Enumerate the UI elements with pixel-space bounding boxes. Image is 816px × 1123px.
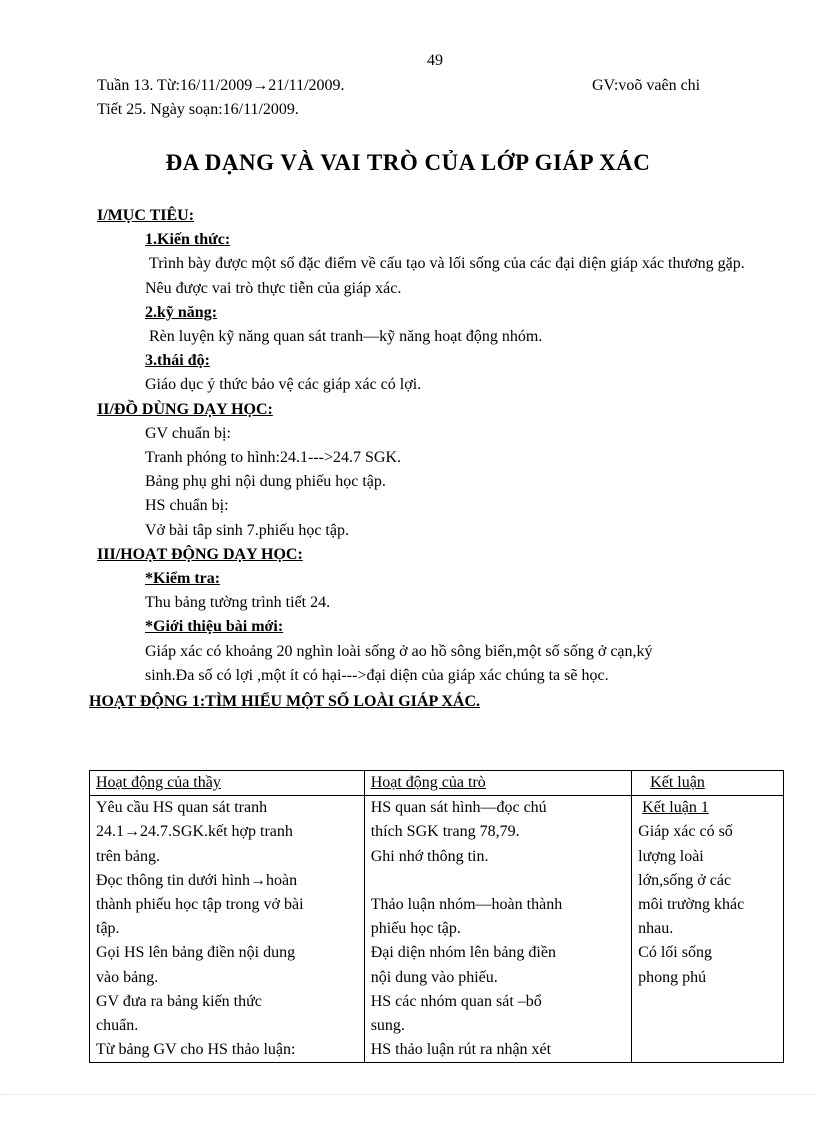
table-row: [90, 796, 784, 1063]
teacher-line: 24.1→24.7.SGK.kết hợp tranh: [96, 823, 293, 841]
teacher-line: Đọc thông tin dưới hình→hoàn: [96, 871, 298, 889]
teacher-line: vào bảng.: [96, 968, 159, 986]
teacher-line: chuẩn.: [96, 1017, 139, 1035]
student-line: Thảo luận nhóm—hoàn thành: [370, 896, 563, 914]
knowledge-heading: 1.Kiến thức:: [145, 231, 231, 249]
objectives-heading: I/MỤC TIÊU:: [97, 207, 195, 224]
check-item-1: Thu bảng tường trình tiết 24.: [145, 594, 331, 612]
activity-table: [89, 770, 784, 1063]
attitude-item-1: Giáo dục ý thức bảo vệ các giáp xác có lợi.: [145, 376, 422, 394]
student-line: HS thảo luận rút ra nhận xét: [370, 1041, 552, 1059]
knowledge-item-2: Nêu được vai trò thực tiễn của giáp xác.: [145, 279, 402, 297]
gv-item-1: Tranh phóng to hình:24.1--->24.7 SGK.: [145, 449, 401, 467]
page-title: ĐA DẠNG VÀ VAI TRÒ CỦA LỚP GIÁP XÁC: [165, 150, 651, 175]
teacher-line: tập.: [96, 920, 120, 938]
header-teacher-activity: Hoạt động của thầy: [90, 771, 365, 796]
header-conclusion: Kết luận: [632, 771, 784, 796]
student-line: phiếu học tập.: [370, 920, 461, 938]
header-teacher: GV:voõ vaên chi: [592, 77, 701, 94]
teacher-line: Gọi HS lên bảng điền nội dung: [96, 944, 296, 962]
header-lesson: Tiết 25. Ngày soạn:16/11/2009.: [97, 101, 299, 118]
conclusion-line: lớn,sống ở các: [638, 871, 732, 889]
conclusion-line: Có lối sống: [638, 944, 712, 962]
intro-text: Giáp xác có khoảng 20 nghìn loài sống ở ao hồ sông biển,một số sống ở cạn,ký sinh.Đa số có lợi ,một ít có hại--->đại diện của giáp xác chúng ta sẽ học.: [145, 642, 653, 684]
gv-prep: GV chuẩn bị:: [145, 424, 231, 442]
check-heading: *Kiểm tra:: [145, 570, 221, 588]
student-line: nội dung vào phiếu.: [370, 968, 498, 986]
student-line: HS quan sát hình—đọc chú: [370, 799, 547, 817]
conclusion-heading: Kết luận 1: [642, 799, 709, 817]
conclusion-line: môi trường khác: [638, 896, 745, 914]
header-week: Tuần 13. Từ:16/11/2009→21/11/2009.: [97, 77, 345, 94]
teacher-line: thành phiếu học tập trong vở bài: [96, 896, 304, 914]
hs-prep: HS chuẩn bị:: [145, 497, 229, 515]
conclusion-line: Giáp xác có số: [638, 823, 733, 841]
student-line: Đại diện nhóm lên bảng điền: [370, 944, 556, 962]
student-line: thích SGK trang 78,79.: [370, 823, 520, 841]
materials-heading: II/ĐỒ DÙNG DẠY HỌC:: [97, 400, 273, 418]
hs-item-1: Vở bài tâp sinh 7.phiếu học tập.: [145, 521, 349, 539]
activities-heading: III/HOẠT ĐỘNG DẠY HỌC:: [97, 545, 303, 563]
conclusion-line: phong phú: [638, 968, 707, 986]
student-line: [371, 869, 625, 893]
conclusion-line: nhau.: [638, 920, 674, 938]
student-activity-cell: [364, 796, 631, 1063]
intro-heading: *Giới thiệu bài mới:: [145, 618, 284, 636]
gv-item-2: Bảng phụ ghi nội dung phiếu học tập.: [145, 473, 386, 491]
student-line: sung.: [370, 1017, 405, 1035]
skills-heading: 2.kỹ năng:: [145, 303, 218, 321]
table-header-row: [90, 771, 784, 796]
attitude-heading: 3.thái độ:: [145, 352, 210, 370]
conclusion-line: lượng loài: [638, 847, 704, 865]
page-number: 49: [427, 52, 443, 69]
teacher-activity-cell: [90, 796, 365, 1063]
student-line: Ghi nhớ thông tin.: [370, 847, 489, 865]
student-line: HS các nhóm quan sát –bổ: [370, 992, 542, 1010]
lesson-body: [89, 204, 787, 714]
skills-item-1: Rèn luyện kỹ năng quan sát tranh—kỹ năng hoạt động nhóm.: [149, 328, 543, 346]
teacher-line: Từ bảng GV cho HS thảo luận:: [96, 1041, 296, 1059]
knowledge-item-1: Trình bày được một số đặc điểm về cấu tạo và lối sống của các đại diện giáp xác thương gặp.: [149, 255, 745, 273]
teacher-line: GV đưa ra bảng kiến thức: [96, 992, 262, 1010]
teacher-line: Yêu cầu HS quan sát tranh: [96, 799, 268, 817]
teacher-line: trên bảng.: [96, 847, 160, 865]
page-bottom-rule: [0, 1094, 816, 1095]
activity1-title: HOẠT ĐỘNG 1:TÌM HIỂU MỘT SỐ LOÀI GIÁP XÁC.: [89, 693, 481, 711]
header-student-activity: Hoạt động của trò: [364, 771, 631, 796]
conclusion-cell: [632, 796, 784, 1063]
